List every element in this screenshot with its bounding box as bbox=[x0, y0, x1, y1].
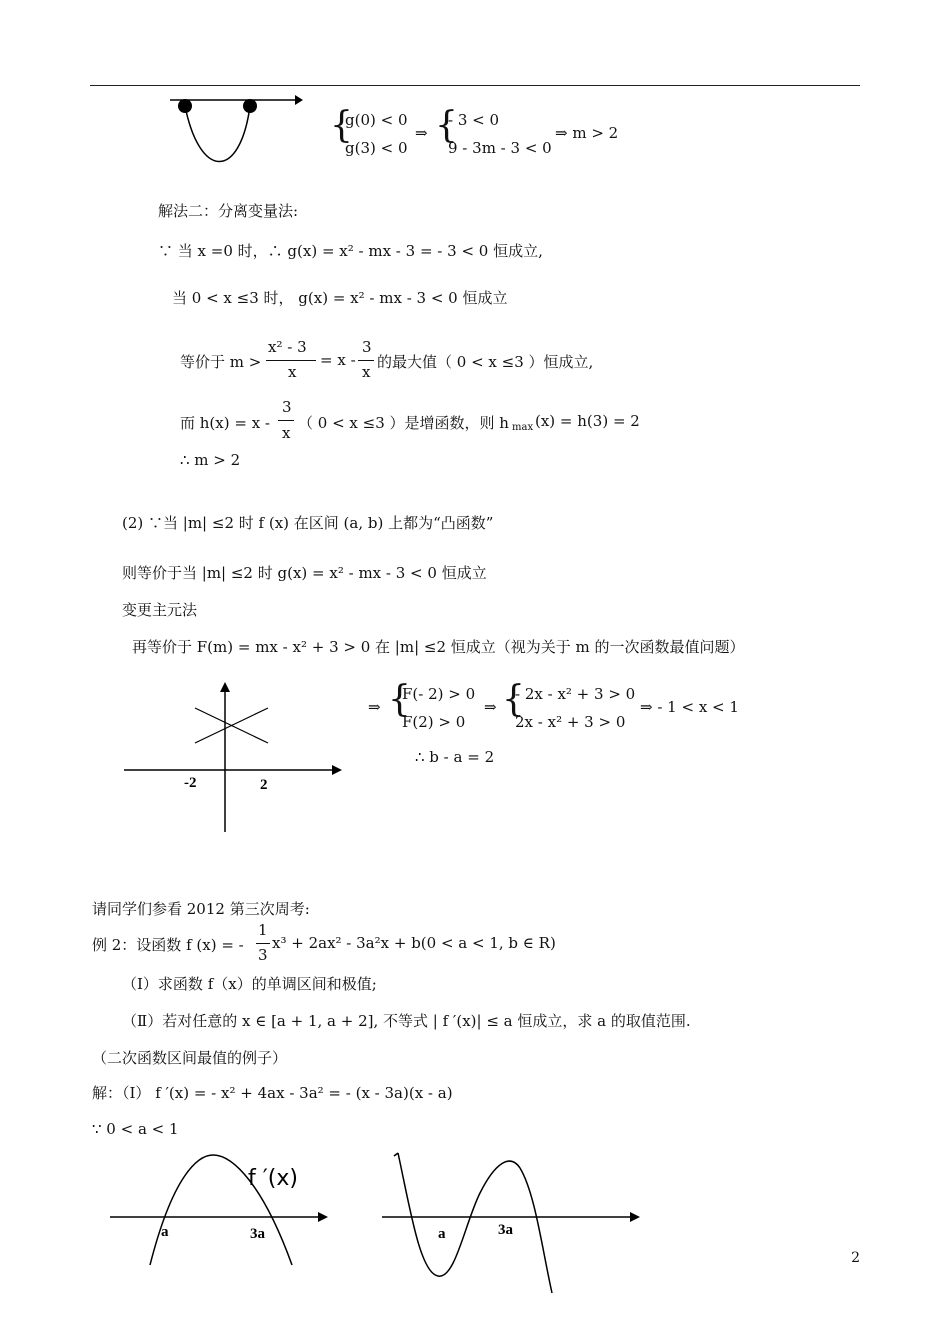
example-frac-bar bbox=[256, 943, 270, 944]
brace-4: { bbox=[502, 679, 525, 720]
part2-arrow-b: ⇒ bbox=[484, 698, 497, 716]
method2-line-5: ∴ m > 2 bbox=[180, 451, 241, 469]
method2-line-2: 当 0 < x ≤3 时， g(x) = x² - mx - 3 < 0 恒成立 bbox=[172, 289, 508, 307]
fprime-label: f ′(x) bbox=[248, 1166, 298, 1191]
frac-num-1: x² - 3 bbox=[268, 338, 307, 356]
system-2-line-1: - 3 < 0 bbox=[448, 111, 500, 129]
brace-1: { bbox=[330, 105, 353, 146]
part2-line-1: (2) ∵当 |m| ≤2 时 f (x) 在区间 (a, b) 上都为“凸函数” bbox=[122, 514, 494, 532]
method2-line-3a: 等价于 m > bbox=[180, 353, 262, 371]
system-4 bbox=[515, 680, 635, 736]
page-number: 2 bbox=[851, 1250, 860, 1266]
part2-line-3: 变更主元法 bbox=[122, 601, 198, 619]
example-ref: 请同学们参看 2012 第三次周考: bbox=[92, 900, 310, 918]
parabola-graph-1 bbox=[165, 90, 305, 170]
frac-den-3: x bbox=[282, 424, 291, 442]
method2-line-4-sub: max bbox=[512, 422, 534, 433]
system-2 bbox=[448, 106, 552, 162]
system-1-line-2: g(3) < 0 bbox=[345, 139, 408, 157]
system-1-line-1: g(0) < 0 bbox=[345, 111, 408, 129]
system-2-line-2: 9 - 3m - 3 < 0 bbox=[448, 139, 552, 157]
system-4-line-1: - 2x - x² + 3 > 0 bbox=[515, 685, 636, 703]
example-frac-den: 3 bbox=[258, 946, 268, 964]
method2-title: 解法二：分离变量法: bbox=[158, 202, 299, 220]
method2-line-4b: （ 0 < x ≤3 ）是增函数，则 h bbox=[298, 414, 509, 432]
example-line-1a: 例 2：设函数 f (x) = - bbox=[92, 936, 244, 954]
part2-conclusion: ∴ b - a = 2 bbox=[415, 748, 495, 766]
brace-2: { bbox=[435, 105, 458, 146]
method2-line-1: ∵ 当 x =0 时，∴ g(x) = x² - mx - 3 = - 3 < 0 恒成立, bbox=[158, 242, 543, 260]
system-4-line-2: 2x - x² + 3 > 0 bbox=[515, 713, 626, 731]
graph3-label-a: a bbox=[161, 1224, 169, 1240]
frac-num-3: 3 bbox=[282, 398, 292, 416]
system-3-line-1: F(- 2) > 0 bbox=[402, 685, 476, 703]
example-question-1: （Ⅰ）求函数 f（x）的单调区间和极值; bbox=[122, 975, 377, 993]
method2-line-4c: (x) = h(3) = 2 bbox=[535, 412, 640, 430]
frac-den-1: x bbox=[288, 363, 297, 381]
graph-label-2: 2 bbox=[260, 777, 268, 793]
example-question-2: （Ⅱ）若对任意的 x ∈ [a + 1, a + 2], 不等式 | f ′(x)| ≤ a 恒成立，求 a 的取值范围. bbox=[122, 1012, 691, 1030]
part2-line-2: 则等价于当 |m| ≤2 时 g(x) = x² - mx - 3 < 0 恒成立 bbox=[122, 564, 487, 582]
system-1 bbox=[345, 106, 408, 162]
system-3 bbox=[402, 680, 475, 736]
cross-lines-graph bbox=[122, 680, 352, 840]
part2-arrow-a: ⇒ bbox=[368, 698, 381, 716]
cubic-graph bbox=[380, 1148, 650, 1298]
example-solution: 解：（Ⅰ） f ′(x) = - x² + 4ax - 3a² = - (x - 3a)(x - a) bbox=[92, 1084, 453, 1102]
example-line-1b: x³ + 2ax² - 3a²x + b(0 < a < 1, b ∈ R) bbox=[272, 934, 556, 952]
frac-bar-2 bbox=[358, 360, 374, 361]
frac-bar-1 bbox=[266, 360, 316, 361]
example-condition: ∵ 0 < a < 1 bbox=[92, 1120, 179, 1138]
parabola-graph-2 bbox=[108, 1150, 338, 1275]
header-rule bbox=[90, 85, 860, 86]
frac-bar-3 bbox=[278, 420, 294, 421]
graph3-label-3a: 3a bbox=[250, 1226, 265, 1242]
brace-3: { bbox=[388, 679, 411, 720]
part2-result: ⇒ - 1 < x < 1 bbox=[640, 698, 739, 716]
method2-line-4a: 而 h(x) = x - bbox=[180, 414, 270, 432]
part2-line-4: 再等价于 F(m) = mx - x² + 3 > 0 在 |m| ≤2 恒成立（视为关于 m 的一次函数最值问题） bbox=[132, 638, 745, 656]
example-frac-num: 1 bbox=[258, 921, 268, 939]
example-note: （二次函数区间最值的例子） bbox=[92, 1049, 288, 1067]
graph-label-neg2: -2 bbox=[184, 775, 197, 791]
graph4-label-3a: 3a bbox=[498, 1222, 513, 1238]
arrow-1: ⇒ bbox=[415, 124, 428, 142]
method2-line-3b: = x - bbox=[320, 351, 356, 369]
frac-num-2: 3 bbox=[362, 338, 372, 356]
arrow-2: ⇒ m > 2 bbox=[555, 124, 619, 142]
graph4-label-a: a bbox=[438, 1226, 446, 1242]
system-3-line-2: F(2) > 0 bbox=[402, 713, 466, 731]
method2-line-3c: 的最大值（ 0 < x ≤3 ）恒成立, bbox=[377, 353, 594, 371]
frac-den-2: x bbox=[362, 363, 371, 381]
